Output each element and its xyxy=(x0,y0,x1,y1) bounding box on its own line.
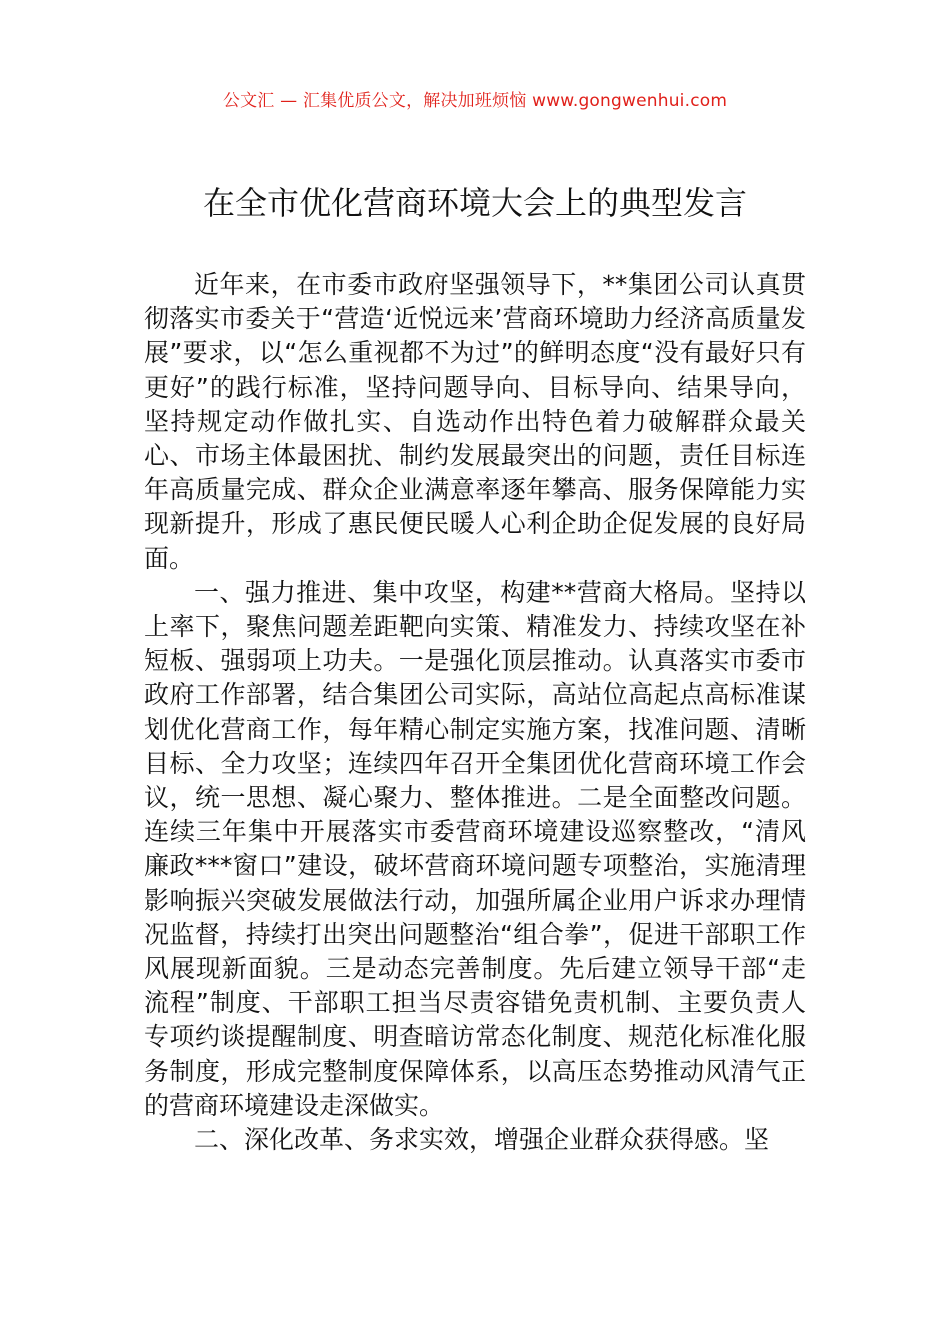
paragraph-section-two: 二、深化改革、务求实效，增强企业群众获得感。坚 xyxy=(194,1125,770,1155)
document-body xyxy=(144,268,806,1157)
site-banner: 公文汇 — 汇集优质公文，解决加班烦恼 www.gongwenhui.com xyxy=(222,91,728,111)
paragraph-section-one: 一、强力推进、集中攻坚，构建**营商大格局。坚持以上率下，聚焦问题差距靶向实策、精准发力、持续攻坚在补短板、强弱项上功夫。一是强化顶层推动。认真落实市委市政府工作部署，结合集团公司实际，高站位高起点高标准谋划优化营商工作，每年精心制定实施方案，找准问题、清晰目标、全力攻坚；连续四年召开全集团优化营商环境工作会议，统一思想、凝心聚力、整体推进。二是全面整改问题。连续三年集中开展落实市委营商环境建设巡察整改，“清风廉政***窗口”建设，破坏营商环境问题专项整治，实施清理影响振兴突破发展做法行动，加强所属企业用户诉求办理情况监督，持续打出突出问题整治“组合拳”，促进干部职工作风展现新面貌。三是动态完善制度。先后建立领导干部“走流程”制度、干部职工担当尽责容错免责机制、主要负责人专项约谈提醒制度、明查暗访常态化制度、规范化标准化服务制度，形成完整制度保障体系，以高压态势推动风清气正的营商环境建设走深做实。 xyxy=(144,577,806,1120)
paragraph-intro: 近年来，在市委市政府坚强领导下，**集团公司认真贯彻落实市委关于“营造‘近悦远来’营商环境助力经济高质量发展”要求，以“怎么重视都不为过”的鲜明态度“没有最好只有更好”的践行标准，坚持问题导向、目标导向、结果导向，坚持规定动作做扎实、自选动作出特色着力破解群众最关心、市场主体最困扰、制约发展最突出的问题，责任目标连年高质量完成、群众企业满意率逐年攀高、服务保障能力实现新提升，形成了惠民便民暖人心利企助企促发展的良好局面。 xyxy=(144,270,806,573)
document-title: 在全市优化营商环境大会上的典型发言 xyxy=(202,184,747,222)
